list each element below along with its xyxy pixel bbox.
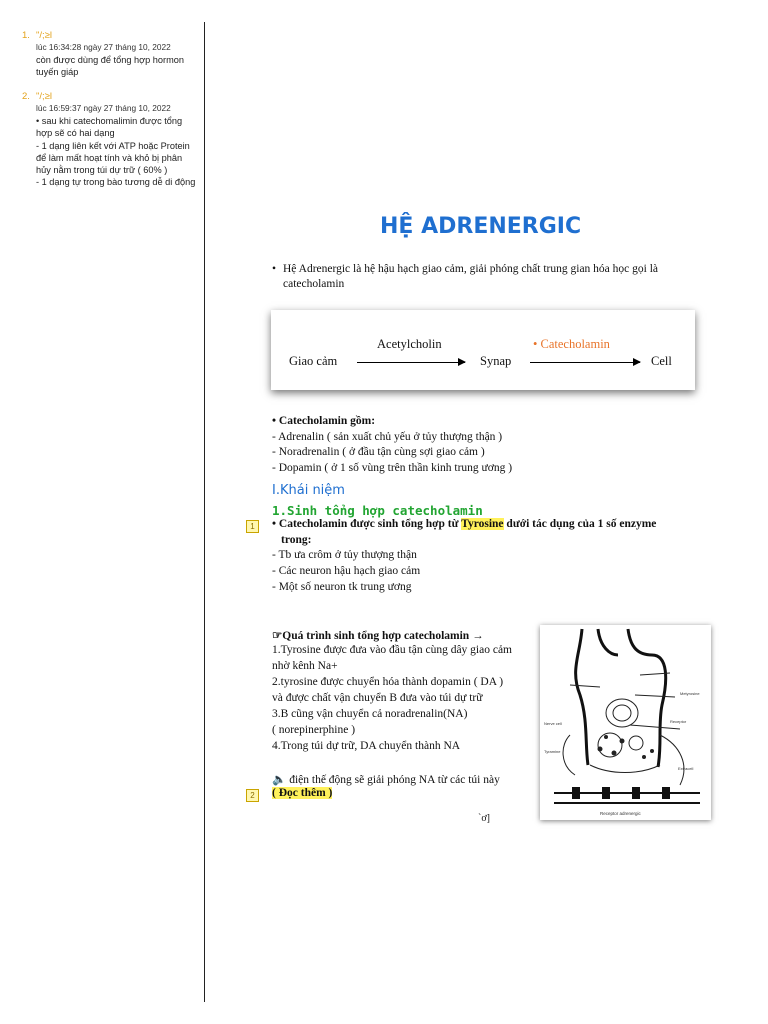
read-more — [272, 787, 332, 799]
diagram-node-synap: Synap — [480, 354, 512, 368]
diagram-label-acetylcholin: Acetylcholin — [377, 337, 442, 351]
section-heading: I.Khái niệm — [272, 483, 345, 498]
synthesis-text: dưới tác dụng của 1 số enzyme — [503, 518, 657, 530]
highlight-tyrosine[interactable]: Tyrosine — [461, 518, 504, 530]
list-item: - Các neuron hậu hạch giao cảm — [272, 565, 421, 577]
comment-timestamp: lúc 16:59:37 ngày 27 tháng 10, 2022 — [36, 103, 171, 113]
comment-line: • sau khi catechomalimin được tổng hợp sẽ có hai dạng — [36, 116, 183, 139]
process-line: 3.B cũng vận chuyển cả noradrenalin(NA) — [272, 708, 468, 720]
comment-author: "/;≥l — [36, 30, 52, 41]
comment-timestamp: lúc 16:34:28 ngày 27 tháng 10, 2022 — [36, 42, 171, 52]
flow-diagram — [271, 310, 695, 390]
synthesis-continuation: trong: — [281, 534, 312, 546]
arrow-right-icon — [357, 362, 465, 363]
svg-text:Nerve cell: Nerve cell — [544, 721, 562, 726]
page-mark: `ơ] — [478, 813, 490, 824]
synthesis-line — [272, 518, 656, 530]
margin-divider — [204, 22, 205, 1002]
process-line: 1.Tyrosine được đưa vào đầu tận cùng dây giao cảm — [272, 644, 513, 656]
diagram-node-giao-cam: Giao cảm — [289, 354, 338, 368]
comment-text — [36, 115, 198, 189]
comment-number: 1. — [22, 30, 30, 41]
svg-text:Metyrosine: Metyrosine — [680, 691, 700, 696]
list-item: - Dopamin ( ở 1 số vùng trên thần kinh trung ương ) — [272, 462, 513, 474]
page-title: HỆ ADRENERGIC — [380, 214, 582, 239]
bullet: • — [272, 263, 277, 275]
intro-paragraph — [272, 262, 692, 292]
comment-author: "/;≥l — [36, 91, 52, 102]
comment-line: còn được dùng để tổng hợp hormon tuyến giáp — [36, 55, 184, 78]
synapse-illustration — [540, 625, 711, 820]
comment-text — [36, 54, 198, 79]
list-item: - Adrenalin ( sản xuất chủ yếu ở tủy thượng thận ) — [272, 431, 503, 443]
comment-line: - 1 dạng tự trong bào tương dễ di động — [36, 177, 196, 188]
diagram-node-cell: Cell — [651, 354, 672, 368]
svg-text:Extracell: Extracell — [678, 766, 694, 771]
synapse-figure — [540, 625, 711, 820]
figure-caption: Receptor adrenergic — [600, 811, 641, 816]
release-line: 🔈 điện thế động sẽ giải phóng NA từ các túi này — [272, 774, 500, 786]
process-line: nhờ kênh Na+ — [272, 660, 338, 672]
svg-text:Receptor: Receptor — [670, 719, 687, 724]
process-line: và được chất vận chuyển B đưa vào túi dự trữ — [272, 692, 483, 704]
arrow-right-icon — [530, 362, 640, 363]
intro-text: Hệ Adrenergic là hệ hậu hạch giao cảm, giải phóng chất trung gian hóa học gọi là catecholamin — [283, 263, 659, 290]
read-more-highlight[interactable]: ( Đọc thêm ) — [272, 787, 333, 799]
comment-2[interactable] — [22, 91, 198, 221]
process-line: ( norepinerphine ) — [272, 724, 356, 736]
process-line: 4.Trong túi dự trữ, DA chuyển thành NA — [272, 740, 461, 752]
catecholamin-heading: • Catecholamin gồm: — [272, 415, 376, 427]
list-item: - Noradrenalin ( ở đầu tận cùng sợi giao cảm ) — [272, 446, 485, 458]
list-item: - Tb ưa crôm ở tủy thượng thận — [272, 549, 417, 561]
svg-text:Tyramine: Tyramine — [544, 749, 561, 754]
comment-line: - 1 dạng liên kết với ATP hoặc Protein để làm mất hoạt tính và khỏ bị phân hủy nằm trong túi dự trữ ( 60% ) — [36, 140, 190, 176]
comment-marker-1[interactable]: 1 — [246, 520, 259, 533]
comment-marker-2[interactable]: 2 — [246, 789, 259, 802]
process-heading: ☞Quá trình sinh tổng hợp catecholamin → — [272, 630, 484, 642]
list-item: - Một số neuron tk trung ương — [272, 581, 412, 593]
comment-number: 2. — [22, 91, 30, 102]
comment-1[interactable] — [22, 30, 198, 90]
process-line: 2.tyrosine được chuyển hóa thành dopamin ( DA ) — [272, 676, 504, 688]
synthesis-text: • Catecholamin được sinh tổng hợp từ — [272, 518, 462, 530]
subsection-heading: 1.Sinh tổng hợp catecholamin — [272, 503, 483, 518]
diagram-label-catecholamin: • Catecholamin — [533, 337, 610, 351]
